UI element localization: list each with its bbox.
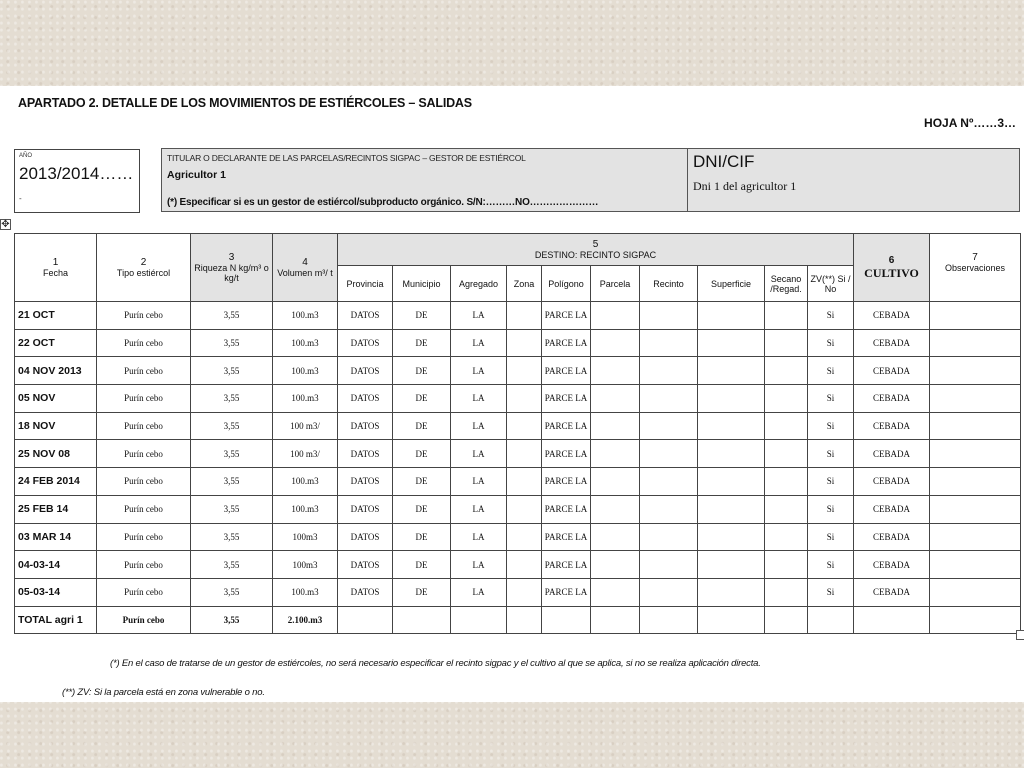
- cell-parcela[interactable]: [591, 440, 640, 468]
- cell-superficie[interactable]: [698, 551, 765, 579]
- cell-secano[interactable]: [765, 468, 808, 496]
- subheader-zona: Zona: [507, 266, 542, 302]
- header-tipo: 2 Tipo estiércol: [97, 234, 191, 302]
- cell-fecha[interactable]: 22 OCT: [15, 329, 97, 357]
- cell-observaciones[interactable]: [930, 302, 1021, 330]
- cell-parcela[interactable]: [591, 302, 640, 330]
- titular-note: (*) Especificar si es un gestor de estiércol/subproducto orgánico. S/N:………NO…………………: [167, 197, 599, 208]
- cell-zona[interactable]: [507, 385, 542, 413]
- cell-recinto[interactable]: [640, 440, 698, 468]
- cell-fecha[interactable]: 05 NOV: [15, 385, 97, 413]
- cell-superficie[interactable]: [698, 440, 765, 468]
- cell-zv[interactable]: Si: [808, 468, 854, 496]
- cell-provincia[interactable]: [338, 606, 393, 634]
- cell-poligono[interactable]: PARCE LA: [542, 357, 591, 385]
- cell-agregado[interactable]: LA: [451, 495, 507, 523]
- cell-municipio[interactable]: DE: [393, 357, 451, 385]
- cell-agregado[interactable]: LA: [451, 523, 507, 551]
- cell-zona[interactable]: [507, 606, 542, 634]
- table-row: [15, 302, 1021, 330]
- cell-superficie[interactable]: [698, 329, 765, 357]
- cell-parcela[interactable]: [591, 523, 640, 551]
- cell-cultivo[interactable]: CEBADA: [854, 468, 930, 496]
- cell-volumen[interactable]: 100m3: [273, 523, 338, 551]
- cell-zv[interactable]: Si: [808, 357, 854, 385]
- subheader-superficie: Superficie: [698, 266, 765, 302]
- cell-recinto[interactable]: [640, 302, 698, 330]
- titular-label: TITULAR O DECLARANTE DE LAS PARCELAS/RECINTOS SIGPAC – GESTOR DE ESTIÉRCOL: [167, 153, 526, 163]
- header-fecha: 1 Fecha: [15, 234, 97, 302]
- cell-observaciones[interactable]: [930, 578, 1021, 606]
- cell-recinto[interactable]: [640, 412, 698, 440]
- cell-provincia[interactable]: DATOS: [338, 357, 393, 385]
- cell-zv[interactable]: Si: [808, 440, 854, 468]
- cell-riqueza[interactable]: 3,55: [191, 412, 273, 440]
- cell-provincia[interactable]: DATOS: [338, 302, 393, 330]
- cell-provincia[interactable]: DATOS: [338, 468, 393, 496]
- cell-agregado[interactable]: [451, 606, 507, 634]
- cell-municipio[interactable]: DE: [393, 440, 451, 468]
- cell-poligono[interactable]: PARCE LA: [542, 523, 591, 551]
- cell-zv[interactable]: Si: [808, 329, 854, 357]
- cell-zona[interactable]: [507, 440, 542, 468]
- cell-tipo[interactable]: Purín cebo: [97, 551, 191, 579]
- cell-parcela[interactable]: [591, 357, 640, 385]
- cell-observaciones[interactable]: [930, 440, 1021, 468]
- table-row: [15, 329, 1021, 357]
- cell-recinto[interactable]: [640, 329, 698, 357]
- total-row: [15, 606, 1021, 634]
- cell-observaciones[interactable]: [930, 495, 1021, 523]
- cell-zona[interactable]: [507, 329, 542, 357]
- cell-zv[interactable]: Si: [808, 302, 854, 330]
- cell-superficie[interactable]: [698, 468, 765, 496]
- cell-fecha[interactable]: 05-03-14: [15, 578, 97, 606]
- cell-zv[interactable]: [808, 606, 854, 634]
- cell-fecha[interactable]: 04-03-14: [15, 551, 97, 579]
- cell-municipio[interactable]: DE: [393, 385, 451, 413]
- cell-agregado[interactable]: LA: [451, 357, 507, 385]
- cell-parcela[interactable]: [591, 495, 640, 523]
- cell-poligono[interactable]: PARCE LA: [542, 495, 591, 523]
- dni-label: DNI/CIF: [693, 152, 755, 171]
- cell-secano[interactable]: [765, 329, 808, 357]
- movements-table: [14, 233, 1021, 634]
- header-cultivo: 6 CULTIVO: [854, 234, 930, 302]
- cell-fecha[interactable]: 03 MAR 14: [15, 523, 97, 551]
- cell-agregado[interactable]: LA: [451, 440, 507, 468]
- cell-zv[interactable]: Si: [808, 385, 854, 413]
- cell-fecha[interactable]: 04 NOV 2013: [15, 357, 97, 385]
- cell-poligono[interactable]: PARCE LA: [542, 329, 591, 357]
- cell-fecha[interactable]: 25 NOV 08: [15, 440, 97, 468]
- footnote-gestor: (*) En el caso de tratarse de un gestor de estiércoles, no será necesario especificar el recinto sigpac y el cultivo al que se aplica, si no se realiza aplicación directa.: [110, 658, 761, 669]
- table-row: [15, 578, 1021, 606]
- cell-volumen[interactable]: 100.m3: [273, 468, 338, 496]
- cell-parcela[interactable]: [591, 578, 640, 606]
- cell-riqueza[interactable]: 3,55: [191, 578, 273, 606]
- cell-cultivo[interactable]: CEBADA: [854, 329, 930, 357]
- table-row: [15, 523, 1021, 551]
- cell-riqueza[interactable]: 3,55: [191, 302, 273, 330]
- cell-poligono[interactable]: PARCE LA: [542, 468, 591, 496]
- cell-provincia[interactable]: DATOS: [338, 440, 393, 468]
- cell-secano[interactable]: [765, 385, 808, 413]
- dni-value: Dni 1 del agricultor 1: [693, 179, 797, 193]
- cell-volumen[interactable]: 100.m3: [273, 357, 338, 385]
- cell-zv[interactable]: Si: [808, 551, 854, 579]
- cell-superficie[interactable]: [698, 302, 765, 330]
- cell-agregado[interactable]: LA: [451, 329, 507, 357]
- year-mark: -: [19, 194, 22, 203]
- cell-poligono[interactable]: PARCE LA: [542, 302, 591, 330]
- document-page: [0, 86, 1024, 702]
- cell-agregado[interactable]: LA: [451, 412, 507, 440]
- cell-observaciones[interactable]: [930, 385, 1021, 413]
- cell-riqueza[interactable]: 3,55: [191, 468, 273, 496]
- cell-zona[interactable]: [507, 578, 542, 606]
- cell-cultivo[interactable]: CEBADA: [854, 578, 930, 606]
- cell-tipo[interactable]: Purín cebo: [97, 440, 191, 468]
- table-row: [15, 551, 1021, 579]
- cell-tipo[interactable]: Purín cebo: [97, 329, 191, 357]
- cell-recinto[interactable]: [640, 523, 698, 551]
- cell-municipio[interactable]: DE: [393, 578, 451, 606]
- cell-parcela[interactable]: [591, 412, 640, 440]
- header-destino: 5 DESTINO: RECINTO SIGPAC: [338, 234, 854, 266]
- table-resize-handle-icon[interactable]: [1016, 630, 1024, 640]
- cell-riqueza[interactable]: 3,55: [191, 329, 273, 357]
- cell-volumen[interactable]: 100m3: [273, 551, 338, 579]
- cell-cultivo[interactable]: CEBADA: [854, 385, 930, 413]
- footnote-zv: (**) ZV: Si la parcela está en zona vulnerable o no.: [62, 687, 265, 698]
- cell-cultivo[interactable]: CEBADA: [854, 440, 930, 468]
- cell-agregado[interactable]: LA: [451, 551, 507, 579]
- cell-agregado[interactable]: LA: [451, 385, 507, 413]
- cell-volumen[interactable]: 100.m3: [273, 578, 338, 606]
- cell-fecha[interactable]: 18 NOV: [15, 412, 97, 440]
- subheader-recinto: Recinto: [640, 266, 698, 302]
- cell-secano[interactable]: [765, 302, 808, 330]
- header-observaciones: 7 Observaciones: [930, 234, 1021, 302]
- cell-tipo[interactable]: Purín cebo: [97, 523, 191, 551]
- cell-observaciones[interactable]: [930, 329, 1021, 357]
- cell-municipio[interactable]: DE: [393, 468, 451, 496]
- cell-tipo[interactable]: Purín cebo: [97, 357, 191, 385]
- cell-fecha[interactable]: 21 OCT: [15, 302, 97, 330]
- cell-provincia[interactable]: DATOS: [338, 578, 393, 606]
- subheader-agregado: Agregado: [451, 266, 507, 302]
- year-value: 2013/2014……: [19, 164, 134, 183]
- cell-poligono[interactable]: PARCE LA: [542, 385, 591, 413]
- cell-recinto[interactable]: [640, 468, 698, 496]
- cell-parcela[interactable]: [591, 385, 640, 413]
- cell-cultivo[interactable]: CEBADA: [854, 551, 930, 579]
- cell-total-tipo[interactable]: Purín cebo: [97, 606, 191, 634]
- cell-zona[interactable]: [507, 468, 542, 496]
- table-row: [15, 468, 1021, 496]
- cell-total-riqueza[interactable]: 3,55: [191, 606, 273, 634]
- cell-volumen[interactable]: 100.m3: [273, 385, 338, 413]
- cell-cultivo[interactable]: CEBADA: [854, 302, 930, 330]
- cell-municipio[interactable]: DE: [393, 412, 451, 440]
- titular-box: [161, 148, 688, 212]
- cell-volumen[interactable]: 100.m3: [273, 495, 338, 523]
- cell-municipio[interactable]: DE: [393, 551, 451, 579]
- dni-box: [687, 148, 1020, 212]
- cell-provincia[interactable]: DATOS: [338, 385, 393, 413]
- cell-zona[interactable]: [507, 551, 542, 579]
- cell-secano[interactable]: [765, 412, 808, 440]
- cell-superficie[interactable]: [698, 606, 765, 634]
- subheader-zv: ZV(**) Si / No: [808, 266, 854, 302]
- cell-poligono[interactable]: [542, 606, 591, 634]
- table-row: [15, 357, 1021, 385]
- cell-provincia[interactable]: DATOS: [338, 412, 393, 440]
- cell-poligono[interactable]: PARCE LA: [542, 551, 591, 579]
- cell-municipio[interactable]: DE: [393, 495, 451, 523]
- subheader-parcela: Parcela: [591, 266, 640, 302]
- header-volumen: 4 Volumen m³/ t: [273, 234, 338, 302]
- table-row: [15, 440, 1021, 468]
- titular-name: Agricultor 1: [167, 169, 226, 181]
- cell-observaciones[interactable]: [930, 606, 1021, 634]
- cell-parcela[interactable]: [591, 606, 640, 634]
- cell-tipo[interactable]: Purín cebo: [97, 302, 191, 330]
- cell-municipio[interactable]: DE: [393, 302, 451, 330]
- cell-secano[interactable]: [765, 578, 808, 606]
- cell-poligono[interactable]: PARCE LA: [542, 578, 591, 606]
- cell-superficie[interactable]: [698, 578, 765, 606]
- cell-riqueza[interactable]: 3,55: [191, 495, 273, 523]
- cell-municipio[interactable]: [393, 606, 451, 634]
- cell-cultivo[interactable]: CEBADA: [854, 357, 930, 385]
- subheader-provincia: Provincia: [338, 266, 393, 302]
- cell-provincia[interactable]: DATOS: [338, 495, 393, 523]
- table-row: [15, 412, 1021, 440]
- cell-zona[interactable]: [507, 495, 542, 523]
- cell-zona[interactable]: [507, 302, 542, 330]
- cell-riqueza[interactable]: 3,55: [191, 523, 273, 551]
- cell-zona[interactable]: [507, 523, 542, 551]
- cell-zv[interactable]: Si: [808, 412, 854, 440]
- cell-parcela[interactable]: [591, 551, 640, 579]
- cell-secano[interactable]: [765, 606, 808, 634]
- header-riqueza: 3 Riqueza N kg/m³ o kg/t: [191, 234, 273, 302]
- cell-provincia[interactable]: DATOS: [338, 523, 393, 551]
- cell-tipo[interactable]: Purín cebo: [97, 412, 191, 440]
- cell-poligono[interactable]: PARCE LA: [542, 412, 591, 440]
- cell-parcela[interactable]: [591, 468, 640, 496]
- cell-recinto[interactable]: [640, 578, 698, 606]
- cell-tipo[interactable]: Purín cebo: [97, 495, 191, 523]
- cell-recinto[interactable]: [640, 495, 698, 523]
- cell-zv[interactable]: Si: [808, 578, 854, 606]
- cell-provincia[interactable]: DATOS: [338, 551, 393, 579]
- cell-zona[interactable]: [507, 357, 542, 385]
- subheader-poligono: Polígono: [542, 266, 591, 302]
- cell-municipio[interactable]: DE: [393, 329, 451, 357]
- cell-secano[interactable]: [765, 357, 808, 385]
- cell-agregado[interactable]: LA: [451, 468, 507, 496]
- cell-observaciones[interactable]: [930, 523, 1021, 551]
- cell-observaciones[interactable]: [930, 468, 1021, 496]
- cell-cultivo[interactable]: CEBADA: [854, 495, 930, 523]
- cell-superficie[interactable]: [698, 523, 765, 551]
- cell-zv[interactable]: Si: [808, 495, 854, 523]
- cell-riqueza[interactable]: 3,55: [191, 385, 273, 413]
- sheet-number: HOJA Nº……3…: [924, 116, 1016, 130]
- year-label: AÑO: [19, 153, 33, 159]
- cell-cultivo[interactable]: [854, 606, 930, 634]
- cell-recinto[interactable]: [640, 606, 698, 634]
- cell-agregado[interactable]: LA: [451, 578, 507, 606]
- cell-recinto[interactable]: [640, 551, 698, 579]
- cell-secano[interactable]: [765, 523, 808, 551]
- subheader-secano: Secano /Regad.: [765, 266, 808, 302]
- cell-fecha[interactable]: 25 FEB 14: [15, 495, 97, 523]
- cell-cultivo[interactable]: CEBADA: [854, 523, 930, 551]
- cell-observaciones[interactable]: [930, 551, 1021, 579]
- cell-volumen[interactable]: 100 m3/: [273, 412, 338, 440]
- table-move-handle-icon[interactable]: ✥: [1, 219, 10, 230]
- year-box: [14, 149, 140, 213]
- cell-superficie[interactable]: [698, 495, 765, 523]
- cell-secano[interactable]: [765, 440, 808, 468]
- cell-volumen[interactable]: 100.m3: [273, 302, 338, 330]
- cell-observaciones[interactable]: [930, 412, 1021, 440]
- cell-riqueza[interactable]: 3,55: [191, 551, 273, 579]
- cell-superficie[interactable]: [698, 357, 765, 385]
- cell-superficie[interactable]: [698, 385, 765, 413]
- cell-tipo[interactable]: Purín cebo: [97, 468, 191, 496]
- cell-recinto[interactable]: [640, 385, 698, 413]
- cell-secano[interactable]: [765, 495, 808, 523]
- cell-provincia[interactable]: DATOS: [338, 329, 393, 357]
- cell-agregado[interactable]: LA: [451, 302, 507, 330]
- cell-total-label[interactable]: TOTAL agri 1: [15, 606, 97, 634]
- cell-observaciones[interactable]: [930, 357, 1021, 385]
- cell-parcela[interactable]: [591, 329, 640, 357]
- table-row: [15, 495, 1021, 523]
- cell-tipo[interactable]: Purín cebo: [97, 578, 191, 606]
- cell-zv[interactable]: Si: [808, 523, 854, 551]
- table-row: [15, 385, 1021, 413]
- cell-volumen[interactable]: 100 m3/: [273, 440, 338, 468]
- cell-municipio[interactable]: DE: [393, 523, 451, 551]
- section-heading: APARTADO 2. DETALLE DE LOS MOVIMIENTOS DE ESTIÉRCOLES – SALIDAS: [18, 96, 472, 110]
- cell-fecha[interactable]: 24 FEB 2014: [15, 468, 97, 496]
- cell-tipo[interactable]: Purín cebo: [97, 385, 191, 413]
- cell-total-volumen[interactable]: 2.100.m3: [273, 606, 338, 634]
- cell-riqueza[interactable]: 3,55: [191, 440, 273, 468]
- cell-secano[interactable]: [765, 551, 808, 579]
- cell-superficie[interactable]: [698, 412, 765, 440]
- cell-riqueza[interactable]: 3,55: [191, 357, 273, 385]
- subheader-municipio: Municipio: [393, 266, 451, 302]
- cell-volumen[interactable]: 100.m3: [273, 329, 338, 357]
- cell-recinto[interactable]: [640, 357, 698, 385]
- cell-zona[interactable]: [507, 412, 542, 440]
- cell-cultivo[interactable]: CEBADA: [854, 412, 930, 440]
- cell-poligono[interactable]: PARCE LA: [542, 440, 591, 468]
